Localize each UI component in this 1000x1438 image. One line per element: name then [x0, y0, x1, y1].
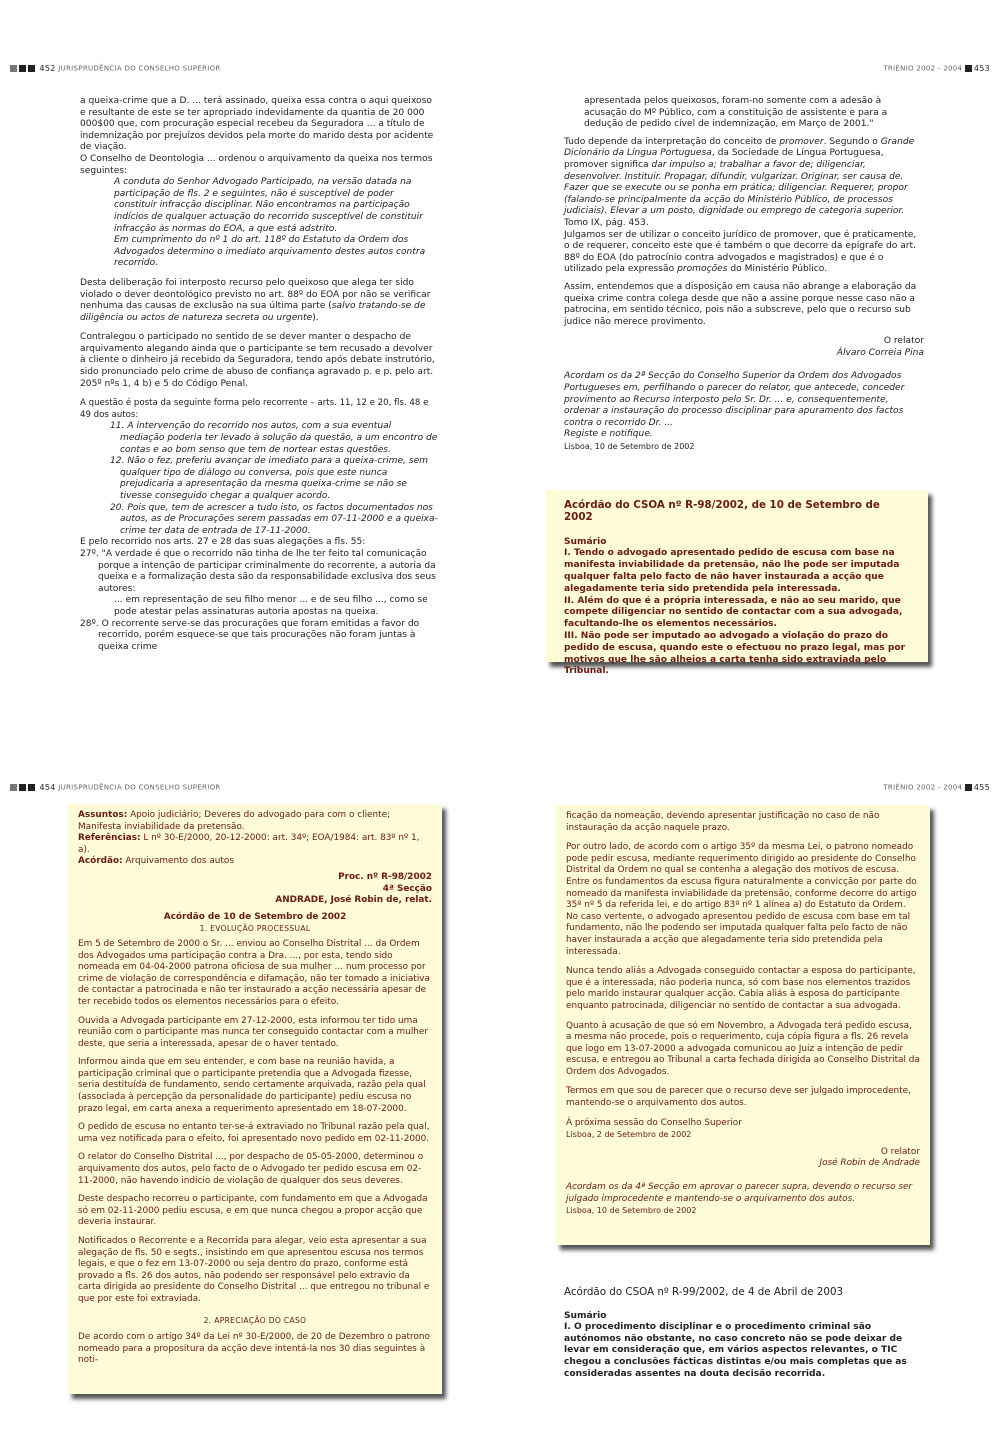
acordao-result: Acórdão: Arquivamento dos autos [78, 856, 234, 867]
paragraph: Entre os fundamentos da escusa figura naturalmente a convicção por parte do nomeado da manifesta inviabilidade da pretensão, conforme decorre do artigo 35º nº 5 da referida lei, e do artigo 83º nº 1 alínea a) do Estatuto da Ordem. [566, 876, 917, 911]
paragraph: E pelo recorrido nos arts. 27 e 28 das suas alegações a fls. 55: [80, 537, 366, 548]
location-date: Lisboa, 10 de Setembro de 2002 [566, 1206, 697, 1216]
paragraph: Ouvida a Advogada participante em 27-12-2000, esta informou ter tido uma reunião com o participante mas nunca ter conseguido contactar com a mulher deste, que seria a interessada, apesar de o haver tentado. [78, 1015, 429, 1049]
section-heading: 1. EVOLUÇÃO PROCESSUAL [199, 924, 311, 934]
paragraph: Assim, entendemos que a disposição em causa não abrange a elaboração da queixa crime contra colega desde que não a assine porque nesse caso não a patrocina, em sentido técnico, pois não a subscreve, pelo que o recurso sub judice não merece provimento. [564, 281, 917, 327]
paragraph: No caso vertente, o advogado apresentou pedido de escusa com base em tal fundamento, não lhe podendo ser imputada qualquer falta pelo facto de não haver instaurada a acção que alegadamente teria sido pretendida pela interessada. [566, 911, 911, 957]
assuntos: Assuntos: Apoio judiciário; Deveres do advogado para com o cliente; Manifesta inviabilidade da pretensão. [78, 810, 391, 832]
decision-title: Acórdão do CSOA nº R-99/2002, de 4 de Abril de 2003 [564, 1286, 844, 1298]
header-square-icon [28, 784, 35, 791]
paragraph: Tudo depende da interpretação do conceito de promover. Segundo o Grande Dicionário da Língua Portuguesa, da Sociedade de Língua Portuguesa, promover significa dar impulso a; trabalhar a favor de; diligenciar, desenvolver. Instituir. Propagar, difundir, vulgarizar. Originar, ser causa de. Fazer que se execute ou se ponha em prática; diligenciar. Requerer, propor (falando-se principalmente da acção do Ministério Público, de processos judiciais). Elevar a um posto, dignidade ou emprego de categoria superior. Tomo IX, pág. 453. [564, 136, 915, 228]
paragraph: ... em representação de seu filho menor ... e de seu filho ..., como se pode atestar pelas assinaturas autoria apostas na queixa. [114, 595, 428, 617]
paragraph: 28º. O recorrente serve-se das procurações que foram emitidas a favor do recorrido, porém esquece-se que tais procurações não foram juntas à queixa crime [80, 618, 420, 652]
quote: A conduta do Senhor Advogado Participado, na versão datada na participação de fls. 2 e seguintes, não é susceptível de poder constituir infracção disciplinar. Não encontramos na participação indícios de qualquer actuação do recorrido susceptível de constituir infracção às normas do EOA, a que está adstrito. [114, 177, 423, 234]
running-header-left [10, 783, 221, 797]
header-square-icon [19, 784, 26, 791]
section-heading: 2. APRECIAÇÃO DO CASO [203, 1315, 307, 1325]
page-454 [0, 719, 500, 1438]
body-column [80, 96, 438, 653]
summary-item: I. O procedimento disciplinar e o procedimento criminal são autónomos não obstante, no caso concreto não se pode deixar de levar em consideração que, em vários aspectos relevantes, o TIC chegou a conclusões fácticas distintas e/ou mais completas que as consideradas assentes na douta decisão recorrida. [564, 1322, 907, 1379]
paragraph: O relator do Conselho Distrital ..., por despacho de 05-05-2000, determinou o arquivamento dos autos, pelo facto de o Advogado ter pedido escusa em 02-11-2000, não havendo indício de violação de qualquer dos seus deveres. [78, 1152, 424, 1186]
acordam-text: Acordam os da 2ª Secção do Conselho Superior da Ordem dos Advogados Portugueses em, perfilhando o parecer do relator, que antecede, conceder provimento ao Recurso interposto pelo Sr. Dr. ... e, consequentemente, ordenar a instauração do processo disciplinar para apuramento dos factos contra o recorrido Dr. ... [564, 371, 905, 428]
list-item: 20. Pois que, tem de acrescer a tudo isto, os factos documentados nos autos, as de Procurações serem passadas em 07-11-2000 e a queixa-crime ter data de entrada de 17-11-2000. [110, 502, 438, 536]
summary-heading: Sumário [564, 536, 607, 547]
header-square-icon [28, 65, 35, 72]
paragraph: Termos em que sou de parecer que o recurso deve ser julgado improcedente, mantendo-se o arquivamento dos autos. [566, 1086, 911, 1109]
page-455 [500, 719, 1000, 1438]
header-square-icon [965, 65, 972, 72]
paragraph: Nunca tendo aliás a Advogada conseguido contactar a esposa do participante, que é a interessada, não poderia nunca, só com base nos elementos trazidos pelo marido instaurar qualquer acção. Cabia aliás à esposa do participante enquanto patrocinada, diligenciar no sentido de contactar a sua advogada. [566, 966, 916, 1011]
paragraph: a queixa-crime que a D. ... terá assinado, queixa essa contra o aqui queixoso e resultante de este se ter apropriado indevidamente da quantia de 20 000 000$00 que, com procuração especial recebeu da Seguradora ... a título de indemnização por prejuízos devidos pela morte do marido desta por acidente de viação. [80, 96, 434, 153]
page-number: 453 [973, 64, 990, 73]
running-title: TRIÉNIO 2002 - 2004 [883, 64, 963, 73]
signature-name: Álvaro Correia Pina [836, 347, 924, 358]
paragraph: apresentada pelos queixosos, foram-no somente com a adesão à acusação do Mº Público, com a constituição de assistente e para a dedução de pedido cível de indemnização, em Março de 2001." [584, 96, 888, 130]
header-square-icon [19, 65, 26, 72]
paragraph: Informou ainda que em seu entender, e com base na reunião havida, a participação criminal que o participante pretendia que a Advogada fizesse, seria destituída de fundamento, sendo certamente arquivada, razão pela qual (associada à percepção da personalidade do participante) pediu escusa no prazo legal, em carta anexa a requerimento apresentado em 18-07-2000. [78, 1057, 426, 1114]
acordam-text: Acordam os da 4ª Secção em aprovar o parecer supra, devendo o recurso ser julgado improcedente e mantendo-se o arquivamento dos autos. [566, 1182, 913, 1204]
running-title: JURISPRUDÊNCIA DO CONSELHO SUPERIOR [58, 783, 221, 792]
signature-role: O relator [883, 336, 924, 347]
quote: Em cumprimento do nº 1 do art. 118º do Estatuto da Ordem dos Advogados determino o imediato arquivamento destes autos contra recorrido. [114, 235, 426, 269]
paragraph: Desta deliberação foi interposto recurso pelo queixoso que alega ter sido violado o dever deontológico previsto no art. 88º do EOA por não se verificar nenhuma das causas de exclusão na sua última parte (salvo tratando-se de diligência ou actos de natureza secreta ou urgente). [80, 277, 431, 323]
decision-title: Acórdão de 10 de Setembro de 2002 [163, 911, 347, 922]
signature-name: José Robin de Andrade [819, 1158, 920, 1169]
paragraph: Quanto à acusação de que só em Novembro, a Advogada terá pedido escusa, a mesma não procede, pois o requerimento, cuja cópia figura a fls. 26 revela que logo em 13-07-2000 a advogada comunicou ao Juiz a intenção de pedir escusa, e entregou ao Tribunal a carta fechada dirigida ao Conselho Distrital da Ordem dos Advogados. [566, 1020, 920, 1077]
page-number: 454 [39, 783, 56, 792]
section: 4ª Secção [382, 883, 432, 894]
decision-box [556, 805, 930, 1245]
paragraph: Deste despacho recorreu o participante, com fundamento em que a Advogada só em 02-11-2000 pediu escusa, e em que nunca chegou a propor acção que deveria instaurar. [78, 1194, 428, 1228]
rapporteur: ANDRADE, José Robin de, relat. [275, 895, 432, 906]
paragraph: Notificados o Recorrente e a Recorrida para alegar, veio esta apresentar a sua alegação de fls. 50 e segts., insistindo em que apresentou escusa nos termos legais, e que o fez em 13-07-2000 ou seja dentro do prazo, conforme está provado a fls. 26 dos autos, não podendo ser responsável pelo extravio da carta dirigida ao presidente do Conselho Distrital ... que entregou no tribunal e que por este foi extraviada. [78, 1236, 430, 1304]
header-square-icon [10, 784, 17, 791]
location-date: Lisboa, 10 de Setembro de 2002 [564, 442, 695, 452]
paragraph: A questão é posta da seguinte forma pelo recorrente – arts. 11, 12 e 20, fls. 48 e 49 dos autos: [80, 398, 429, 420]
paragraph: 27º. "A verdade é que o recorrido não tinha de lhe ter feito tal comunicação porque a intenção de participar criminalmente do recorrente, a autoria da queixa e a formalização desta são da responsabilidade exclusiva dos seus autores: [80, 548, 436, 594]
running-title: JURISPRUDÊNCIA DO CONSELHO SUPERIOR [58, 64, 221, 73]
running-title: TRIÉNIO 2002 - 2004 [883, 783, 963, 792]
running-header-left [10, 64, 221, 78]
process-number: Proc. nº R-98/2002 [338, 871, 432, 882]
signature-role: O relator [880, 1146, 920, 1157]
summary-item: III. Não pode ser imputado ao advogado a violação do prazo do pedido de escusa, quando este o efectuou no prazo legal, mas por motivos que lhe são alheios a carta tenha sido extraviada pelo Tribunal. [564, 630, 906, 677]
paragraph: O Conselho de Deontologia ... ordenou o arquivamento da queixa nos termos seguintes: [80, 153, 433, 176]
summary-title: Acórdão do CSOA nº R-98/2002, de 10 de Setembro de 2002 [564, 499, 880, 523]
location-date: Lisboa, 2 de Setembro de 2002 [566, 1130, 692, 1140]
page-number: 452 [39, 64, 56, 73]
paragraph: Por outro lado, de acordo com o artigo 35º da mesma Lei, o patrono nomeado pode pedir escusa, mediante requerimento dirigido ao presidente do Conselho Distrital da Ordem no qual se contenha a alegação dos motivos de escusa. [566, 842, 916, 876]
decision-box [68, 804, 442, 1394]
paragraph: Contralegou o participado no sentido de se dever manter o despacho de arquivamento alegando ainda que o participante se tem recusado a devolver à cliente o dinheiro já recebido da Seguradora, tendo após debate instrutório, sido pronunciado pelo crime de abuso de confiança agravado p. e p. pelo art. 205º nºs 1, 4 b) e 5 do Código Penal. [80, 332, 435, 389]
paragraph: ficação da nomeação, devendo apresentar justificação no caso de não instauração da acção naquele prazo. [566, 811, 880, 833]
paragraph: O pedido de escusa no entanto ter-se-á extraviado no Tribunal razão pela qual, uma vez notificada para o efeito, foi apresentado novo pedido em 02-11-2000. [78, 1122, 430, 1144]
running-header-right [883, 783, 990, 797]
paragraph: De acordo com o artigo 34º da Lei nº 30-E/2000, de 20 de Dezembro o patrono nomeado para a propositura da acção deve intentá-la nos 30 dias seguintes à noti- [78, 1332, 430, 1366]
paragraph: Julgamos ser de utilizar o conceito jurídico de promover, que é praticamente, o de requerer, conceito este que é também o que decorre da epígrafe do art. 88º do EOA (do patrocínio contra advogados e magistrados) e que é o utilizado pela expressão promoções do Ministério Público. [564, 229, 917, 275]
list-item: 11. A intervenção do recorrido nos autos, com a sua eventual mediação poderia ter levado à solução da questão, a um encontro de contas e ao bom senso que tem de nortear estas questões. [110, 421, 438, 455]
summary-heading: Sumário [564, 1310, 607, 1321]
referencias: Referências: L nº 30-E/2000, 20-12-2000: art. 34º; EOA/1984: art. 83º nº 1, a). [78, 833, 420, 855]
next-decision [564, 1287, 924, 1380]
summary-item: II. Além do que é a própria interessada, e não ao seu marido, que compete diligenciar no sentido de contactar com a sua advogada, facultando-lhe os elementos necessários. [564, 595, 903, 630]
summary-item: I. Tendo o advogado apresentado pedido de escusa com base na manifesta inviabilidade da pretensão, não lhe pode ser imputada qualquer falta pelo facto de não haver instaurada a acção que alegadamente teria sido pretendida pela interessada. [564, 548, 900, 594]
page-453 [500, 0, 1000, 719]
page-452 [0, 0, 500, 719]
header-square-icon [10, 65, 17, 72]
paragraph: À próxima sessão do Conselho Superior [566, 1117, 742, 1128]
header-square-icon [965, 784, 972, 791]
summary-box [546, 490, 928, 677]
registe-text: Registe e notifique. [564, 429, 653, 440]
list-item: 12. Não o fez, preferiu avançar de imediato para a queixa-crime, sem qualquer tipo de diálogo ou conversa, pois que este nunca prejudicaria a apresentação da mesma queixa-crime se não se tivesse conseguido chegar a qualquer acordo. [110, 456, 429, 501]
body-column [564, 96, 924, 453]
page-number: 455 [973, 783, 990, 792]
paragraph: Em 5 de Setembro de 2000 o Sr. ... enviou ao Conselho Distrital ... da Ordem dos Advogados uma participação contra a Dra. ..., por esta, tendo sido nomeada em 04-04-2000 patrona oficiosa de sua mulher ... num processo por crime de violação de correspondência e difamação, não ter tomado a iniciativa de contactar a patrocinada e não ter instaurado a acção necessária apesar de ter recebido todos os elementos necessários para o efeito. [78, 938, 430, 1007]
running-header-right [883, 64, 990, 78]
